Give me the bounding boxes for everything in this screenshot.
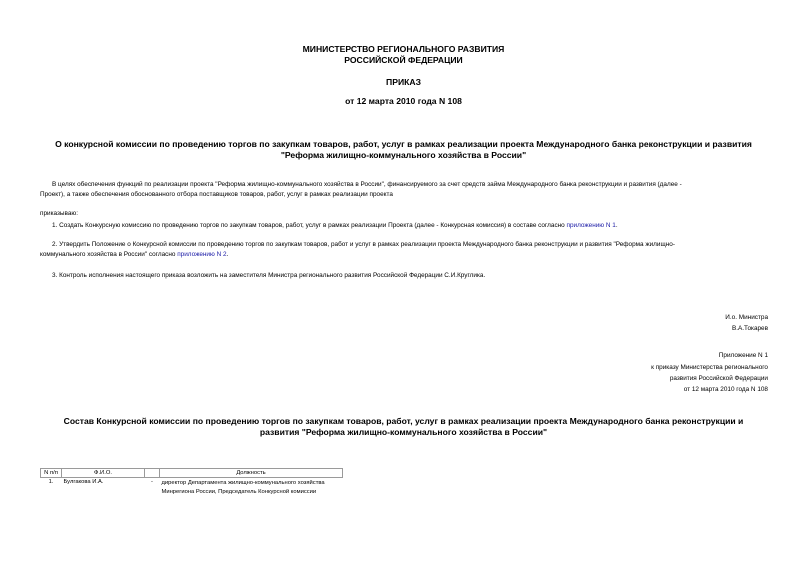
ministry-name-line2: РОССИЙСКОЙ ФЕДЕРАЦИИ [344, 55, 463, 65]
doc-title-line1: О конкурсной комиссии по проведению торгов по закупкам товаров, работ, услуг в рамках реализации проекта Международного банка реконструкции и развития [55, 139, 752, 149]
order-item-1-text: 1. Создать Конкурсную комиссию по проведению торгов по закупкам товаров, работ, услуг в рамках реализации Проекта (далее - Конкурсная комиссия) в составе согласно [52, 222, 565, 229]
cell-fio: Булгакова И.А. [63, 479, 104, 485]
doc-title-line2: "Реформа жилищно-коммунального хозяйства в России" [280, 150, 527, 160]
order-item-2-end: . [226, 251, 229, 258]
appendix-ref-line3: развития Российской Федерации [669, 375, 768, 382]
order-item-1 [52, 221, 772, 231]
table-row [41, 478, 343, 498]
preamble-line2: Проект), а также обеспечения обоснованного отбора поставщиков товаров, работ, услуг в рамках реализации проекта [40, 191, 393, 198]
appendix-ref-line2: к приказу Министерства регионального [651, 364, 768, 371]
cell-position: директор Департамента жилищно-коммунального хозяйства Минрегиона России, Председатель Конкурсной комиссии [161, 480, 325, 495]
appendix-ref-line4: от 12 марта 2010 года N 108 [683, 386, 768, 393]
signature-name: В.А.Токарев [731, 325, 768, 332]
doc-type: ПРИКАЗ [386, 77, 421, 87]
order-item-1-end: . [615, 222, 618, 229]
col-header-fio: Ф.И.О. [62, 469, 145, 478]
table-header-row [41, 469, 343, 478]
appendix-2-link[interactable]: приложению N 2 [177, 251, 227, 258]
order-item-3: 3. Контроль исполнения настоящего приказа возложить на заместителя Министра регионального развития Российской Федерации С.И.Круглика. [52, 272, 486, 279]
signature-position: И.о. Министра [725, 314, 768, 321]
order-item-2-line2 [40, 250, 770, 260]
ministry-name-line1: МИНИСТЕРСТВО РЕГИОНАЛЬНОГО РАЗВИТИЯ [302, 44, 505, 54]
appendix-ref-line1: Приложение N 1 [718, 352, 768, 359]
order-item-2-text: коммунального хозяйства в России" согласно [40, 251, 176, 258]
order-item-2-line1: 2. Утвердить Положение о Конкурсной комиссии по проведению торгов по закупкам товаров, работ и услуг в рамках реализации проекта Международного банка реконструкции и развития "Реформа жилищно- [52, 241, 675, 248]
preamble-line1: В целях обеспечения функций по реализации проекта "Реформа жилищно-коммунального хозяйства в России", финансируемого за счет средств займа Международного банка реконструкции и развития (далее - [52, 181, 682, 188]
appendix-title-line1: Состав Конкурсной комиссии по проведению торгов по закупкам товаров, работ, услуг в рамках реализации проекта Международного банка реконструкции и [63, 416, 744, 426]
col-header-blank [145, 469, 160, 478]
col-header-position: Должность [160, 469, 343, 478]
col-header-num: N п/п [41, 469, 62, 478]
doc-date-number: от 12 марта 2010 года N 108 [345, 96, 462, 106]
commission-table [40, 468, 343, 497]
cell-num: 1. [48, 479, 54, 485]
cell-dash: - [151, 479, 153, 485]
order-word: приказываю: [40, 210, 78, 217]
appendix-title-line2: развития "Реформа жилищно-коммунального хозяйства в России" [259, 427, 548, 437]
appendix-1-link[interactable]: приложению N 1 [566, 222, 616, 229]
